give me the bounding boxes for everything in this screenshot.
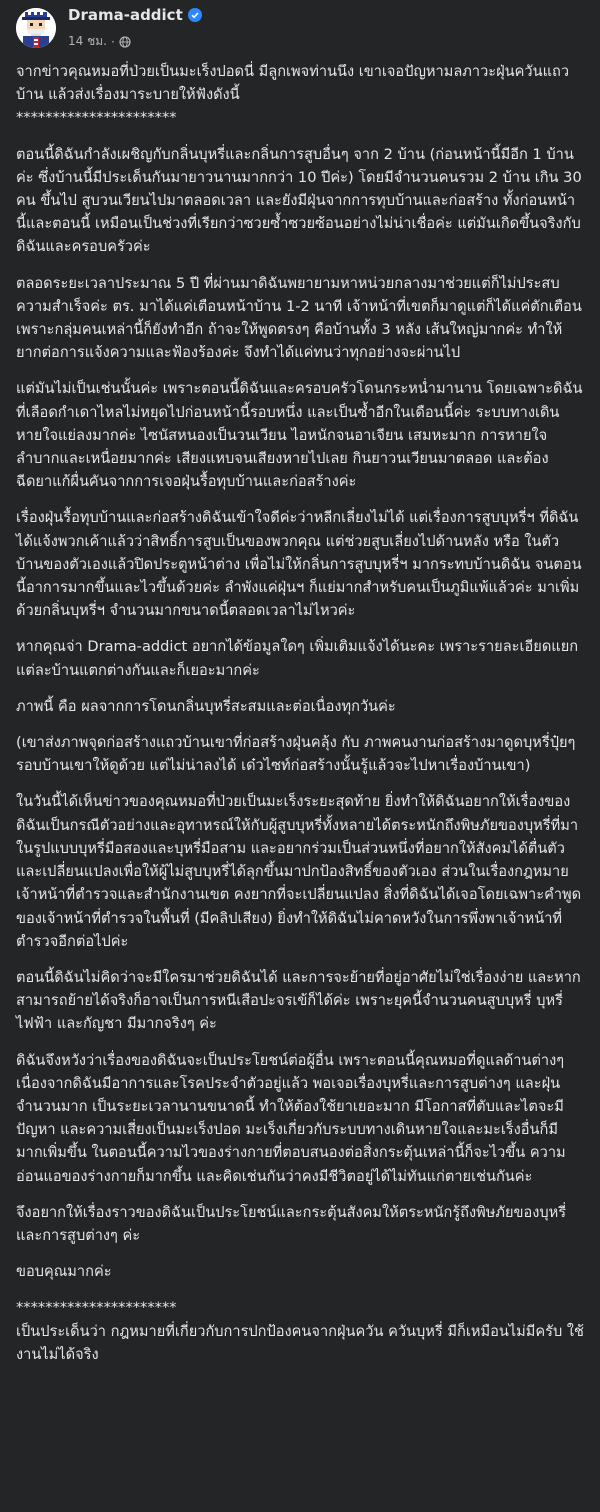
page-name[interactable]: Drama-addict bbox=[68, 6, 183, 24]
post-paragraph: ภาพนี้ คือ ผลจากการโดนกลิ่นบุหรี่สะสมและต่อเนื่องทุกวันค่ะ bbox=[16, 697, 396, 715]
post-paragraph: จากข่าวคุณหมอที่ป่วยเป็นมะเร็งปอดนี่ มีลูกเพจท่านนึง เขาเจอปัญหามลภาวะฝุ่นควันแถวบ้าน แล้วส่งเรื่องมาระบายให้ฟังดังนี้ ********************** bbox=[16, 63, 570, 127]
post-paragraph: ในวันนี้ได้เห็นข่าวของคุณหมอที่ป่วยเป็นมะเร็งระยะสุดท้าย ยิ่งทำให้ดิฉันอยากให้เรื่องของดิฉันเป็นกรณีตัวอย่างและอุทาหรณ์ให้กับผู้สูบบุหรี่ทั้งหลายได้ตระหนักถึงพิษภัยของบุหรี่ที่มาในรูปแบบบุหรี่มือสองและบุหรี่มือสาม และอยากร่วมเป็นส่วนหนึ่งที่อยากให้สังคมได้ตื่นตัวและเปลี่ยนแปลงเพื่อให้ผู้ไม่สูบบุหรี่ได้ลุกขึ้นมาปกป้องสิทธิ์ของตัวเอง ส่วนในเรื่องกฎหมาย เจ้าหน้าที่ตำรวจและสำนักงานเขต คงยากที่จะเปลี่ยนแปลง สิ่งที่ดิฉันได้เจอโดยเฉพาะคำพูดของเจ้าหน้าที่ตำรวจในพื้นที่ (มีคลิปเสียง) ยิ่งทำให้ดิฉันไม่คาดหวังในการพึ่งพาเจ้าหน้าที่ตำรวจอีกต่อไปค่ะ bbox=[16, 793, 582, 950]
globe-icon[interactable] bbox=[119, 36, 131, 48]
post-paragraph: เรื่องฝุ่นรื้อทุบบ้านและก่อสร้างดิฉันเข้าใจดีค่ะว่าหลีกเลี่ยงไม่ได้ แต่เรื่องการสูบบุหรี่ฯ ที่ดิฉันได้แจ้งพวกเค้าแล้วว่าสิทธิ์การสูบเป็นของพวกคุณ แต่ช่วยสูบเลี่ยงไปด้านหลัง หรือ ในตัวบ้านของตัวเองแล้วปิดประตูหน้าต่าง เพื่อไม่ให้กลิ่นการสูบบุหรี่ฯ มากระทบบ้านดิฉัน จนตอนนี้อาการมากขึ้นและไวขึ้นด้วยค่ะ ลำพังแค่ฝุ่นฯ ก็แย่มากสำหรับคนเป็นภูมิแพ้แล้วค่ะ มาเพิ่มด้วยกลิ่นบุหรี่ฯ จำนวนมากขนาดนี้ตลอดเวลาไม่ไหวค่ะ bbox=[16, 509, 582, 620]
post-paragraph: ขอบคุณมากค่ะ bbox=[16, 1263, 112, 1281]
page-avatar[interactable] bbox=[16, 8, 56, 48]
verified-badge-icon bbox=[188, 8, 202, 22]
post-paragraph: (เขาส่งภาพจุดก่อสร้างแถวบ้านเขาที่ก่อสร้างฝุ่นคลุ้ง กับ ภาพคนงานก่อสร้างมาดูดบุหรี่ปุ๋ยๆ รอบบ้านเขาให้ดูด้วย แต่ไม่น่าลงได้ เด๋วไซท์ก่อสร้างนั้นรู้แล้วจะไปหาเรื่องบ้านเขา) bbox=[16, 734, 576, 775]
post-paragraph: หากคุณจ่า Drama-addict อยากได้ข้อมูลใดๆ เพิ่มเติมแจ้งได้นะคะ เพราะรายละเอียดแยกแต่ละบ้านแตกต่างกันและก็เยอะมากค่ะ bbox=[16, 638, 579, 679]
post-paragraph: จึงอยากให้เรื่องราวของดิฉันเป็นประโยชน์และกระตุ้นสังคมให้ตระหนักรู้ถึงพิษภัยของบุหรี่ และการสูบต่างๆ ค่ะ bbox=[16, 1203, 567, 1244]
post-paragraph: ********************** เป็นประเด็นว่า กฎหมายที่เกี่ยวกับการปกป้องคนจากฝุ่นควัน ควันบุหรี่ มีก็เหมือนไม่มีครับ ใช้งานไม่ได้จริง bbox=[16, 1299, 584, 1363]
page-name-row bbox=[68, 6, 202, 24]
post-body bbox=[16, 60, 584, 1366]
post-paragraph: ดิฉันจึงหวังว่าเรื่องของดิฉันจะเป็นประโยชน์ต่อผู้อื่น เพราะตอนนี้คุณหมอที่ดูแลด้านต่างๆ เนื่องจากดิฉันมีอาการและโรคประจำตัวอยู่แล้ว พอเจอเรื่องบุหรี่และการสูบต่างๆ และฝุ่น จำนวนมาก เป็นระยะเวลานานขนาดนี้ ทำให้ต้องใช้ยาเยอะมาก มีโอกาสที่ตับและไตจะมีปัญหา และความเสี่ยงเป็นมะเร็งปอด มะเร็งเกี่ยวกับระบบทางเดินหายใจและมะเร็งอื่นก็มีมากเพิ่มขึ้น ในตอนนี้ความไวของร่างกายที่ตอบสนองต่อสิ่งกระตุ้นเหล่านี้ก็จะไวขึ้น ความอ่อนแอของร่างกายก็มากขึ้น และคิดเช่นกันว่าคงมีชีวิตอยู่ได้ไม่ทันแก่ตายเช่นกันค่ะ bbox=[16, 1051, 566, 1185]
post-paragraph: ตอนนี้ดิฉันไม่คิดว่าจะมีใครมาช่วยดิฉันได้ และการจะย้ายที่อยู่อาศัยไม่ใช่เรื่องง่าย และหากสามารถย้ายได้จริงก็อาจเป็นการหนีเสือปะจรเข้ก็ได้ค่ะ เพราะยุคนี้จำนวนคนสูบบุหรี่ บุหรี่ไฟฟ้า และกัญชา มีมากจริงๆ ค่ะ bbox=[16, 968, 581, 1033]
post-timestamp[interactable]: 14 ชม. bbox=[68, 34, 107, 48]
post-paragraph: ตอนนี้ดิฉันกำลังเผชิญกับกลิ่นบุหรี่และกลิ่นการสูบอื่นๆ จาก 2 บ้าน (ก่อนหน้านี้มีอีก 1 บ้านค่ะ ซึ่งบ้านนี้มีประเด็นกันมายาวนานมากกว่า 10 ปีค่ะ) โดยมีจำนวนคนรวม 2 บ้าน เกิน 30 คน ขึ้นไป สูบวนเวียนไปมาตลอดเวลา และยังมีฝุ่นจากการทุบบ้านและก่อสร้าง ทั้งก่อนหน้านี้และตอนนี้ เหมือนเป็นช่วงที่เรียกว่าซวยซ้ำซวยซ้อนอย่างไม่น่าเชื่อค่ะ แต่มันเกิดขึ้นจริงกับดิฉันและครอบครัวค่ะ bbox=[16, 145, 582, 256]
post-header bbox=[0, 0, 600, 60]
post-paragraph: แต่มันไม่เป็นเช่นนั้นค่ะ เพราะตอนนี้ดิฉันและครอบครัวโดนกระหน่ำมานาน โดยเฉพาะดิฉันที่เลือดกำเดาไหลไม่หยุดไปก่อนหน้านี้รอบหนึ่ง และเป็นซ้ำอีกในเดือนนี้ค่ะ ระบบทางเดินหายใจแย่ลงมากค่ะ ไซนัสหนองเป็นวนเวียน ไอหนักจนอาเจียน เสมหะมาก การหายใจลำบากและเหนื่อยมากค่ะ เสียงแหบจนเสียงหายไปเลย กินยาวนเวียนมาตลอด และต้องฉีดยาแก้ผื่นคันจากการเจอฝุ่นรื้อทุบบ้านและก่อสร้างค่ะ bbox=[16, 380, 583, 491]
meta-separator: · bbox=[110, 34, 115, 49]
post-meta bbox=[68, 32, 131, 51]
post-paragraph: ตลอดระยะเวลาประมาณ 5 ปี ที่ผ่านมาดิฉันพยายามหาหน่วยกลางมาช่วยแต่ก็ไม่ประสบความสำเร็จค่ะ ตร. มาได้แค่เตือนหน้าบ้าน 1-2 นาที เจ้าหน้าที่เขตก็มาดูแต่ก็ได้แค่ตักเตือน เพราะกลุ่มคนเหล่านี้ก็ยังทำอีก ถ้าจะให้พูดตรงๆ คือบ้านทั้ง 3 หลัง เส้นใหญ่มากค่ะ ทำให้ยากต่อการแจ้งความและฟ้องร้องค่ะ จึงทำได้แค่ทนว่าทุกอย่างจะผ่านไป bbox=[16, 274, 582, 362]
mascot-logo-icon bbox=[16, 8, 56, 48]
